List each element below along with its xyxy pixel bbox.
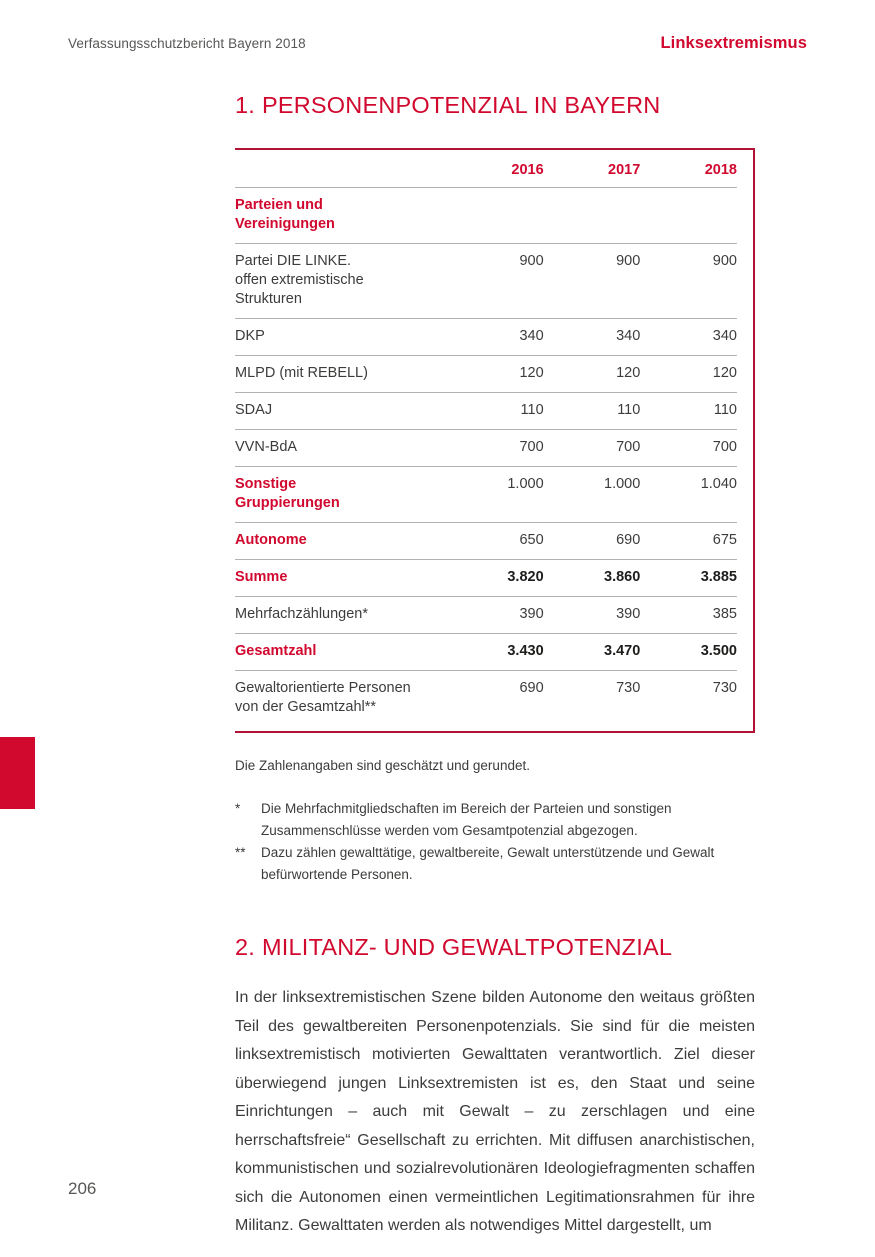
column-header-2018: 2018: [640, 150, 737, 188]
row-label: DKP: [235, 319, 447, 356]
row-value-2017: 900: [544, 244, 641, 319]
body-paragraph: In der linksextremistischen Szene bilden Autonome den weitaus größten Teil des gewaltbereiten Personenpotenzials. Sie sind für die meisten linksextremistisch motivierten Gewalttaten verantwortlich. Ziel dieser überwiegend jungen Linksextremisten ist es, den Staat und seine Einrichtungen – auch mit Gewalt – zu zerschlagen und eine herrschaftsfreie“ Gesellschaft zu errichten. Mit diffusen anarchistischen, kommunistischen und sozialrevolutionären Ideologiefragmenten schaffen sich die Autonomen einen vermeintlichen Legitimationsrahmen für ihre Militanz. Gewalttaten werden als notwendiges Mittel dargestellt, um: [235, 989, 755, 1234]
section-1-title: PERSONENPOTENZIAL IN BAYERN: [262, 92, 661, 118]
table-head: [235, 150, 737, 188]
table-row: [235, 430, 737, 467]
row-label: Gesamtzahl: [235, 634, 447, 671]
row-value-2018: 730: [712, 680, 737, 696]
row-label: Partei DIE LINKE. offen extremistische Strukturen: [235, 244, 447, 319]
row-value-2016: 650: [447, 523, 544, 560]
row-value-2017: 700: [544, 430, 641, 467]
row-value-2016: 700: [447, 430, 544, 467]
table-row: [235, 560, 737, 597]
row-value-2016: 390: [447, 597, 544, 634]
row-value-2018: 900: [640, 244, 737, 319]
column-header-label: [235, 150, 447, 188]
row-label: Parteien und Vereinigungen: [235, 188, 447, 244]
footnote-text: Dazu zählen gewalttätige, gewaltbereite, Gewalt unterstützende und Gewalt befürwortende Personen.: [261, 845, 715, 882]
row-value-2017: 340: [544, 319, 641, 356]
row-value-2016: 1.000: [447, 467, 544, 523]
row-label: Summe: [235, 560, 447, 597]
row-value-2017: 3.860: [544, 560, 641, 597]
row-value-2018: 1.040: [640, 467, 737, 523]
section-2-number: 2.: [235, 934, 255, 960]
row-value-2016: 690: [519, 680, 544, 696]
row-value-2016: 3.430: [447, 634, 544, 671]
section-2-title: MILITANZ- UND GEWALTPOTENZIAL: [262, 934, 673, 960]
section-heading-2: [235, 934, 755, 961]
row-value-2017: 690: [544, 523, 641, 560]
table-row: [235, 597, 737, 634]
row-label: MLPD (mit REBELL): [235, 356, 447, 393]
row-value-2018: 120: [640, 356, 737, 393]
table-row: [235, 393, 737, 430]
page-running-header: [68, 34, 807, 56]
footnote-marker: *: [235, 801, 241, 816]
row-value-2017: 390: [544, 597, 641, 634]
row-value-2018: 3.885: [640, 560, 737, 597]
row-value-2017: [544, 188, 641, 244]
table-row: [235, 356, 737, 393]
table-row: [235, 188, 737, 244]
row-value-2016: 120: [447, 356, 544, 393]
footnote-list: [235, 798, 755, 886]
header-chapter-title: Linksextremismus: [660, 34, 807, 52]
row-value-2016: 3.820: [447, 560, 544, 597]
row-value-2018: 700: [640, 430, 737, 467]
row-label: SDAJ: [235, 393, 447, 430]
row-label: Mehrfachzählungen*: [235, 597, 447, 634]
page-number: 206: [68, 1179, 97, 1198]
table-body: [235, 188, 737, 732]
table-note: Die Zahlenangaben sind geschätzt und gerundet.: [235, 758, 530, 773]
footnote-item: [235, 842, 755, 886]
row-value-2017: 730: [616, 680, 641, 696]
row-label: VVN-BdA: [235, 430, 447, 467]
section-heading-1: [235, 92, 755, 119]
personenpotenzial-table: [235, 150, 737, 731]
row-value-2017: 3.470: [544, 634, 641, 671]
personenpotenzial-table-container: [235, 148, 755, 733]
table-row: [235, 671, 737, 732]
table-row: [235, 634, 737, 671]
row-value-2017: 1.000: [544, 467, 641, 523]
row-label: Autonome: [235, 523, 447, 560]
row-value-2018: [640, 188, 737, 244]
table-header-row: [235, 150, 737, 188]
row-value-2016: 900: [447, 244, 544, 319]
footnote-marker: **: [235, 845, 246, 860]
page-content: [235, 92, 755, 1257]
section-1-number: 1.: [235, 92, 255, 118]
column-header-2016: 2016: [447, 150, 544, 188]
header-report-title: Verfassungsschutzbericht Bayern 2018: [68, 36, 306, 51]
row-value-2016: 340: [447, 319, 544, 356]
column-header-2017: 2017: [544, 150, 641, 188]
row-value-2016: 110: [447, 393, 544, 430]
chapter-tab-marker: [0, 737, 35, 809]
row-label: Gewaltorientierte Personen von der Gesamtzahl**: [235, 680, 411, 715]
row-value-2017: 120: [544, 356, 641, 393]
row-value-2017: 110: [544, 393, 641, 430]
row-label: Sonstige Gruppierungen: [235, 467, 447, 523]
row-value-2018: 340: [640, 319, 737, 356]
table-row: [235, 319, 737, 356]
table-row: [235, 523, 737, 560]
footnote-item: [235, 798, 755, 842]
footnote-text: Die Mehrfachmitgliedschaften im Bereich der Parteien und sonstigen Zusammenschlüsse werden vom Gesamtpotenzial abgezogen.: [261, 801, 672, 838]
row-value-2018: 675: [640, 523, 737, 560]
table-row: [235, 467, 737, 523]
row-value-2018: 385: [640, 597, 737, 634]
row-value-2016: [447, 188, 544, 244]
row-value-2018: 3.500: [640, 634, 737, 671]
table-row: [235, 244, 737, 319]
row-value-2018: 110: [640, 393, 737, 430]
